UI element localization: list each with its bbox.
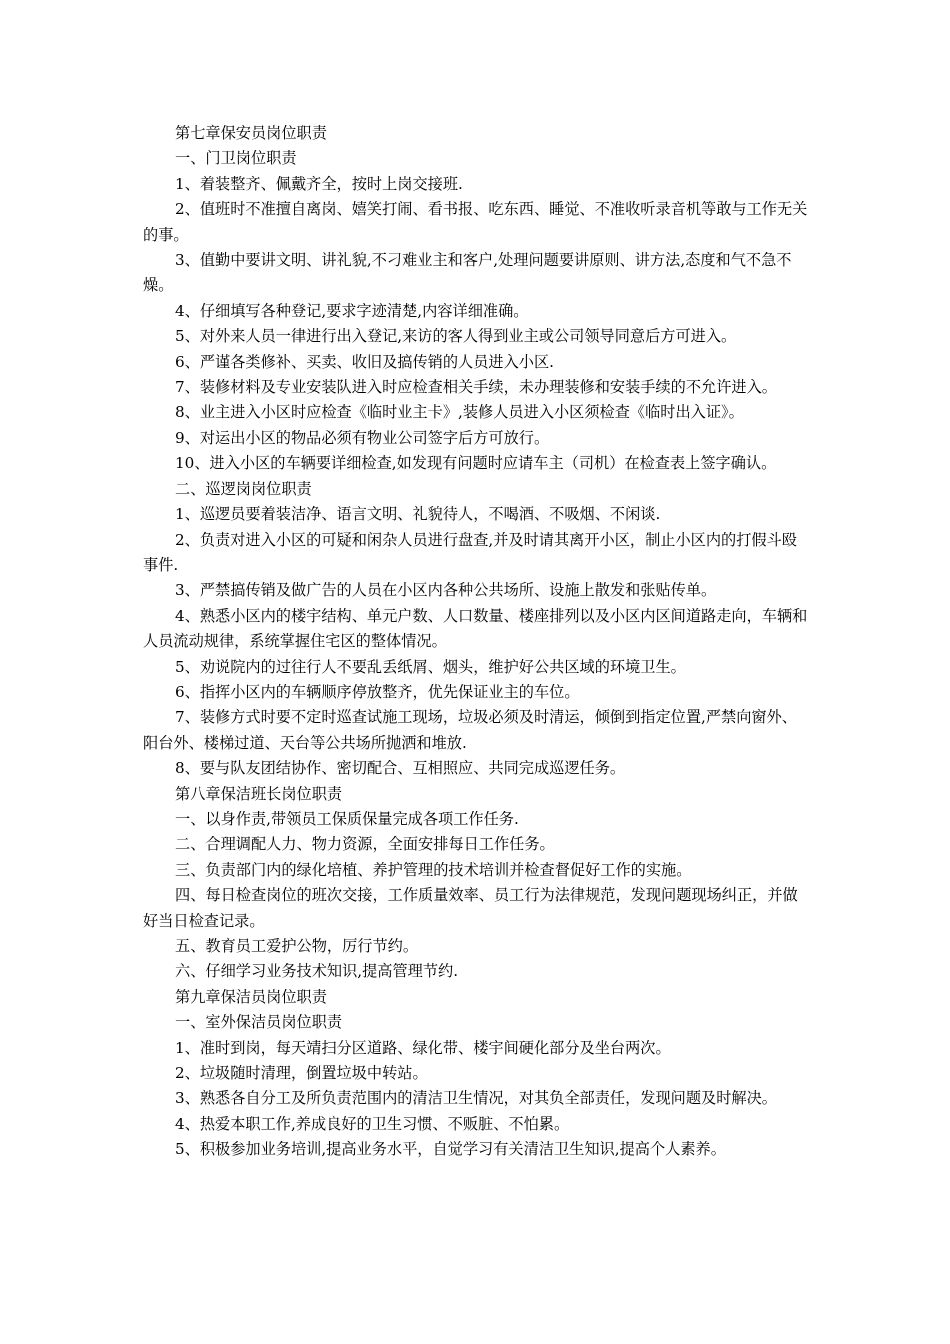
list-item: 9、对运出小区的物品必须有物业公司签字后方可放行。 — [175, 428, 550, 447]
chapter-7-title: 第七章保安员岗位职责 — [175, 124, 327, 142]
list-item: 3、值勤中要讲文明、讲礼貌,不刁难业主和客户,处理问题要讲原则、讲方法,态度和气不急不燥。 — [143, 251, 792, 295]
list-item: 7、装修方式时要不定时巡查试施工现场，垃圾必须及时清运，倾倒到指定位置,严禁向窗外、阳台外、楼梯过道、天台等公共场所抛洒和堆放. — [143, 708, 797, 752]
list-item: 六、仔细学习业务技术知识,提高管理节约. — [175, 962, 459, 981]
chapter-9-title: 第九章保洁员岗位职责 — [175, 987, 327, 1006]
list-item: 8、业主进入小区时应检查《临时业主卡》,装修人员进入小区须检查《临时出入证》。 — [175, 403, 744, 422]
list-item: 3、严禁搞传销及做广告的人员在小区内各种公共场所、设施上散发和张贴传单。 — [175, 581, 717, 600]
list-item: 1、巡逻员要着装洁净、语言文明、礼貌待人，不喝酒、不吸烟、不闲谈. — [175, 505, 661, 524]
list-item: 五、教育员工爱护公物，厉行节约。 — [175, 937, 418, 955]
list-item: 6、严谨各类修补、买卖、收旧及搞传销的人员进入小区. — [175, 352, 554, 371]
list-item: 三、负责部门内的绿化培植、养护管理的技术培训并检查督促好工作的实施。 — [175, 860, 692, 879]
list-item: 4、热爱本职工作,养成良好的卫生习惯、不贩脏、不怕累。 — [175, 1114, 570, 1133]
list-item: 3、熟悉各自分工及所负责范围内的清洁卫生情况，对其负全部责任，发现问题及时解决。 — [175, 1089, 777, 1108]
list-item: 二、合理调配人力、物力资源，全面安排每日工作任务。 — [175, 835, 555, 854]
list-item: 5、对外来人员一律进行出入登记,来访的客人得到业主或公司领导同意后方可进入。 — [175, 327, 737, 346]
list-item: 5、积极参加业务培训,提高业务水平，自觉学习有关清洁卫生知识,提高个人素养。 — [175, 1140, 726, 1159]
list-item: 一、以身作责,带领员工保质保量完成各项工作任务. — [175, 809, 519, 828]
section-heading: 二、巡逻岗岗位职责 — [175, 479, 312, 498]
list-item: 7、装修材料及专业安装队进入时应检查相关手续，未办理装修和安装手续的不允许进入。 — [175, 378, 777, 397]
chapter-8-title: 第八章保洁班长岗位职责 — [175, 784, 343, 803]
section-heading: 一、门卫岗位职责 — [175, 149, 297, 168]
list-item: 6、指挥小区内的车辆顺序停放整齐，优先保证业主的车位。 — [175, 682, 580, 701]
list-item: 2、值班时不准擅自离岗、嬉笑打闹、看书报、吃东西、睡觉、不准收听录音机等敢与工作无关的事。 — [143, 200, 808, 244]
list-item: 2、负责对进入小区的可疑和闲杂人员进行盘查,并及时请其离开小区，制止小区内的打假斗殴事件. — [143, 530, 797, 574]
list-item: 4、熟悉小区内的楼宇结构、单元户数、人口数量、楼座排列以及小区内区间道路走向，车辆和人员流动规律，系统掌握住宅区的整体情况。 — [143, 606, 808, 651]
list-item: 1、着装整齐、佩戴齐全，按时上岗交接班. — [175, 174, 463, 193]
section-heading: 一、室外保洁员岗位职责 — [175, 1013, 343, 1032]
list-item: 1、准时到岗，每天靖扫分区道路、绿化带、楼宇间硬化部分及坐台两次。 — [175, 1038, 671, 1057]
list-item: 4、仔细填写各种登记,要求字迹清楚,内容详细准确。 — [175, 301, 529, 320]
list-item: 5、劝说院内的过往行人不要乱丢纸屑、烟头，维护好公共区域的环境卫生。 — [175, 657, 686, 676]
list-item: 10、进入小区的车辆要详细检查,如发现有问题时应请车主（司机）在检查表上签字确认。 — [175, 454, 777, 473]
list-item: 2、垃圾随时清理，倒置垃圾中转站。 — [175, 1064, 428, 1083]
list-item: 8、要与队友团结协作、密切配合、互相照应、共同完成巡逻任务。 — [175, 759, 626, 778]
document-page — [143, 121, 809, 1163]
list-item: 四、每日检查岗位的班次交接，工作质量效率、员工行为法律规范，发现问题现场纠正，并做好当日检查记录。 — [143, 886, 798, 930]
